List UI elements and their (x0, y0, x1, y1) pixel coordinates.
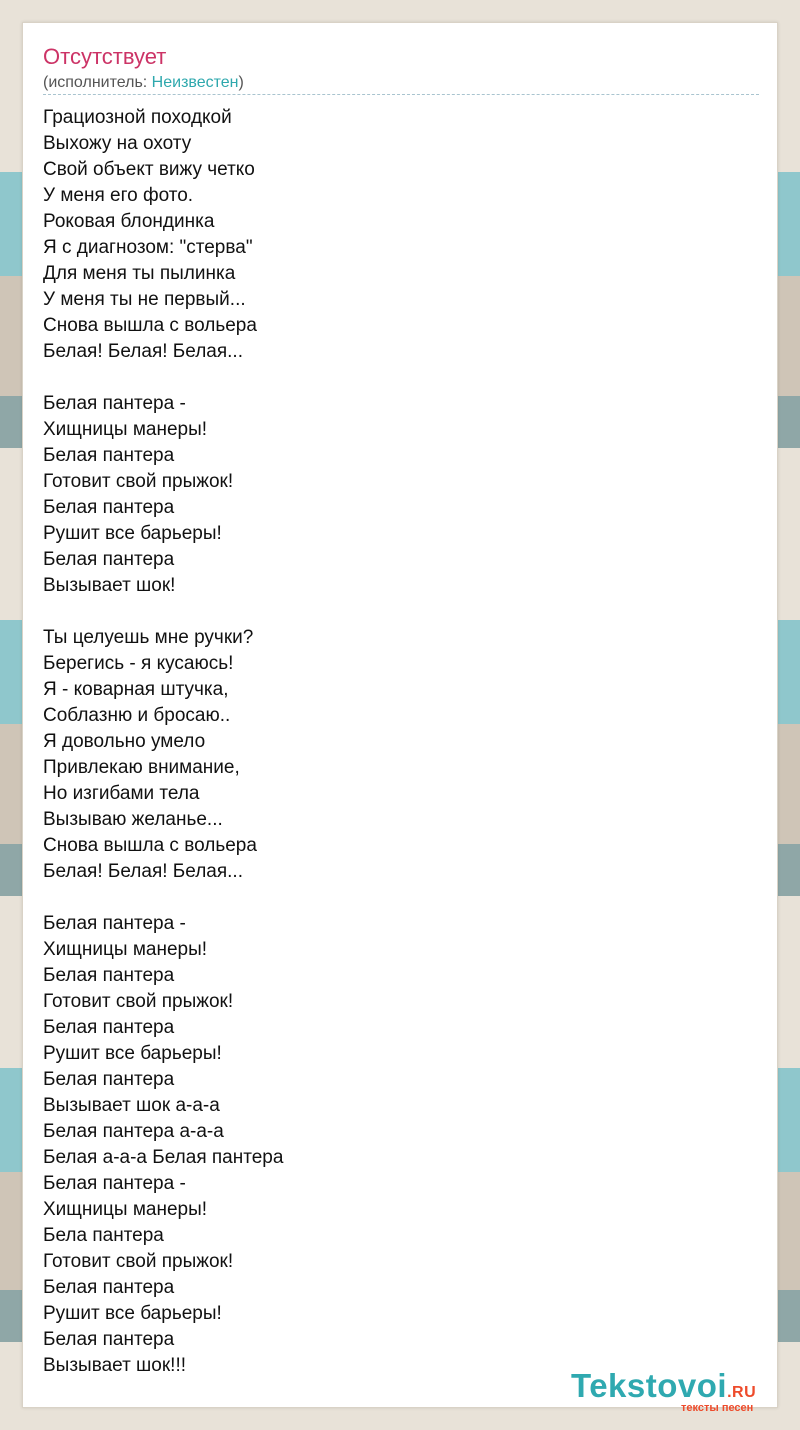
lyric-line: Белая пантера (43, 445, 175, 466)
song-title: Отсутствует (43, 44, 167, 69)
lyric-line: Ты целуешь мне ручки? (43, 627, 254, 648)
lyric-line (43, 885, 759, 911)
lyric-line: Хищницы манеры! (43, 419, 208, 440)
lyric-line: Вызываю желанье... (43, 809, 223, 830)
lyric-line: Белая! Белая! Белая... (43, 861, 243, 882)
lyric-line: Белая пантера - (43, 913, 186, 934)
site-logo[interactable] (571, 1369, 781, 1413)
lyric-line: Роковая блондинка (43, 211, 215, 232)
lyric-line: Выхожу на охоту (43, 133, 192, 154)
lyric-line: Берегись - я кусаюсь! (43, 653, 234, 674)
lyric-line: Готовит свой прыжок! (43, 1251, 234, 1272)
lyric-line: Белая пантера (43, 1277, 175, 1298)
lyric-line (43, 365, 759, 391)
lyric-line: Грациозной походкой (43, 107, 232, 128)
lyric-line: У меня его фото. (43, 185, 194, 206)
lyric-line: Вызывает шок а-а-а (43, 1095, 220, 1116)
lyric-line: Рушит все барьеры! (43, 1043, 222, 1064)
lyric-line: Свой объект вижу четко (43, 159, 255, 180)
lyric-line (43, 599, 759, 625)
lyric-line: Белая а-а-а Белая пантера (43, 1147, 284, 1168)
lyric-line: Рушит все барьеры! (43, 523, 222, 544)
lyric-line: Но изгибами тела (43, 783, 200, 804)
lyric-line: Бела пантера (43, 1225, 164, 1246)
lyrics-card (22, 22, 778, 1414)
artist-line (43, 73, 244, 93)
lyric-line: Готовит свой прыжок! (43, 991, 234, 1012)
lyrics-text (43, 105, 759, 1379)
lyric-line: Привлекаю внимание, (43, 757, 240, 778)
lyric-line: Белая пантера (43, 965, 175, 986)
lyric-line: Я с диагнозом: "стерва" (43, 237, 253, 258)
lyric-line: Белая пантера а-а-а (43, 1121, 224, 1142)
lyric-line: Я - коварная штучка, (43, 679, 229, 700)
lyric-line: Белая! Белая! Белая... (43, 341, 243, 362)
artist-prefix: (исполнитель: (43, 74, 152, 91)
artist-suffix: ) (238, 74, 244, 91)
lyric-line: Белая пантера (43, 1017, 175, 1038)
artist-link[interactable]: Неизвестен (151, 74, 239, 91)
lyric-line: Снова вышла с вольера (43, 835, 257, 856)
lyric-line: Я довольно умело (43, 731, 206, 752)
lyric-line: Для меня ты пылинка (43, 263, 236, 284)
logo-word: Tekstovoi (571, 1367, 728, 1404)
lyric-line: Белая пантера (43, 1069, 175, 1090)
logo-tagline: тексты песен (681, 1402, 754, 1414)
lyric-line: Готовит свой прыжок! (43, 471, 234, 492)
lyric-line: Белая пантера (43, 1329, 175, 1350)
lyric-line: Вызывает шок! (43, 575, 176, 596)
lyric-line: Хищницы манеры! (43, 1199, 208, 1220)
lyric-line: Белая пантера - (43, 1173, 186, 1194)
lyric-line: Снова вышла с вольера (43, 315, 257, 336)
lyric-line: Белая пантера (43, 549, 175, 570)
lyric-line: Соблазню и бросаю.. (43, 705, 231, 726)
lyric-line: Рушит все барьеры! (43, 1303, 222, 1324)
title-divider (43, 94, 759, 95)
lyric-line: Белая пантера - (43, 393, 186, 414)
lyric-line: Хищницы манеры! (43, 939, 208, 960)
lyric-line: Вызывает шок!!! (43, 1355, 187, 1376)
lyric-line: У меня ты не первый... (43, 289, 246, 310)
lyric-line: Белая пантера (43, 497, 175, 518)
logo-tld: .RU (727, 1384, 757, 1401)
